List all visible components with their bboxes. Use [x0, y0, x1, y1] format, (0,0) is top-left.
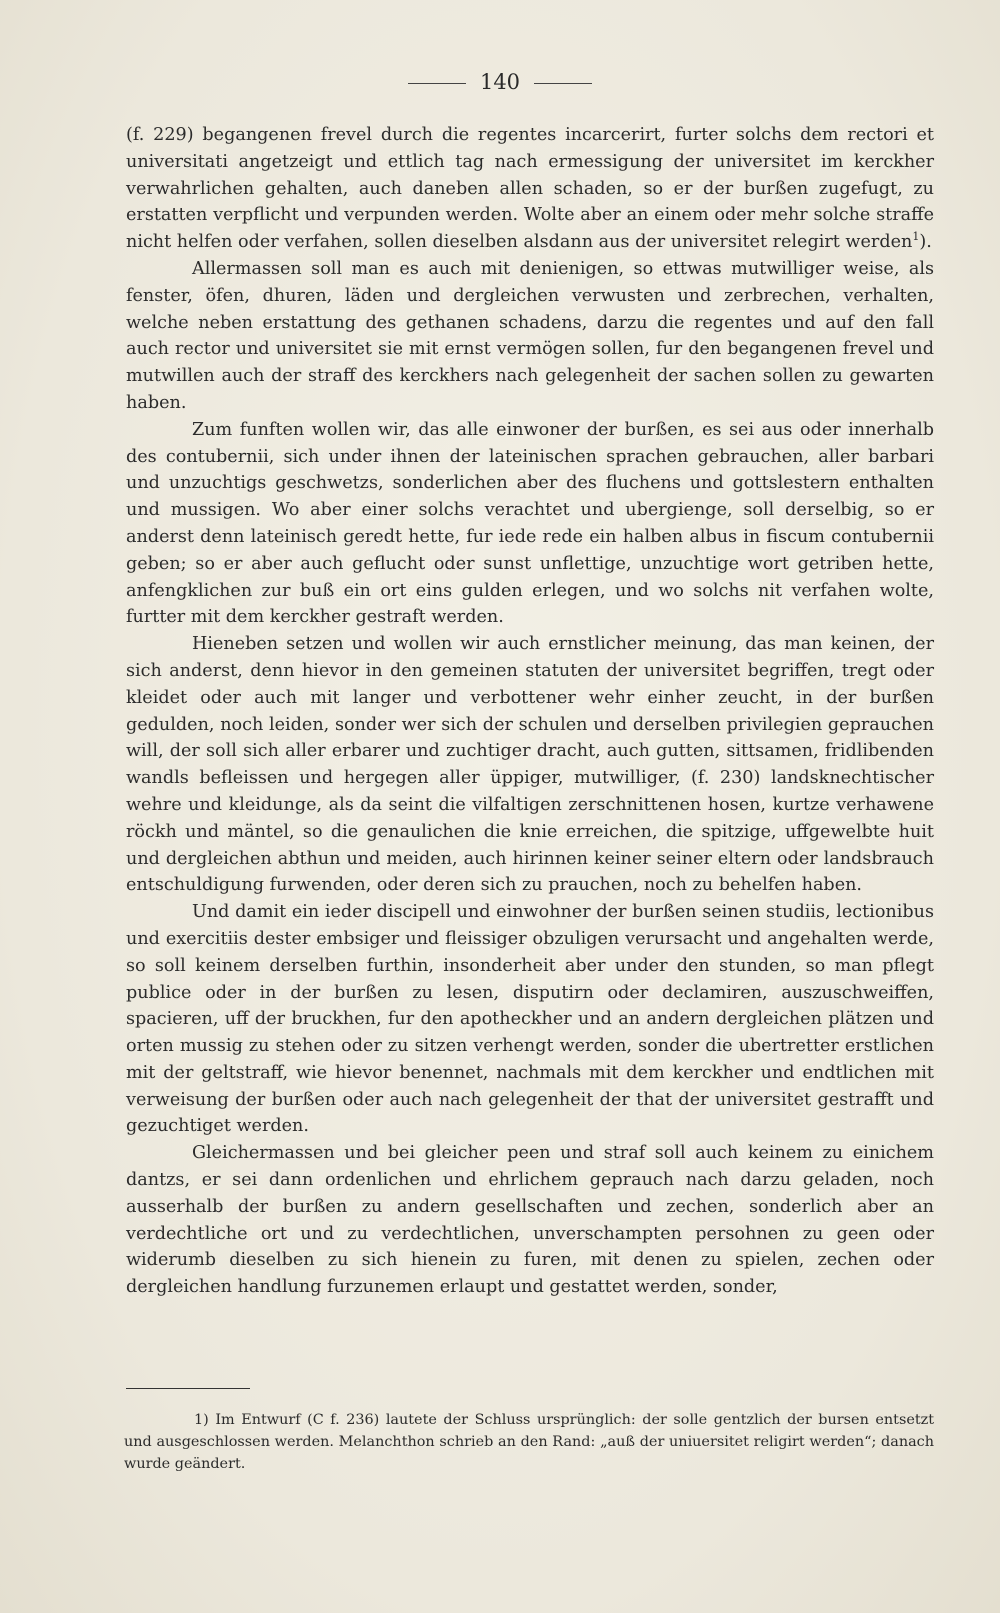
footnote-reference: 1 [912, 230, 920, 244]
footnote-divider [126, 1388, 250, 1389]
paragraph-3: Zum funften wollen wir, das alle einwoner der burßen, es sei aus oder innerhalb des contubernii, sich under ihnen der lateinischen sprachen gebrauchen, aller barbari und unzuchtigs geschwetzs, sonderlichen aber des fluchens und gottslestern enthalten und mussigen. Wo aber einer solchs verachtet und ubergienge, soll derselbig, so er anderst denn lateinisch geredt hette, fur iede rede ein halben albus in fiscum contubernii geben; so er aber auch geflucht oder sunst unflettige, unzuchtige wort getriben hette, anfengklichen zur buß ein ort eins gulden erlegen, und wo solchs nit verfahen wolte, furtter mit dem kerckher gestraft werden. [126, 419, 934, 628]
paragraph-1 [126, 122, 934, 256]
header-rule-right [534, 83, 592, 84]
paragraph-5: Und damit ein ieder discipell und einwohner der burßen seinen studiis, lectionibus und exercitiis dester embsiger und fleissiger obzuligen verursacht und angehalten werde, so soll keinem derselben furthin, insonderheit aber under den stunden, so man pflegt publice oder in der burßen zu lesen, disputirn oder declamiren, auszuschweiffen, spacieren, uff der bruckhen, fur den apotheckher und an andern dergleichen plätzen und orten mussig zu stehen oder zu sitzen verhengt werden, sonder die ubertretter erstlichen mit der geltstraff, wie hievor benennet, nachmals mit dem kerckher und endtlichen mit verweisung der burßen oder auch nach gelegenheit der that der universitet gestrafft und gezuchtiget werden. [126, 902, 934, 1137]
paragraph-2: Allermassen soll man es auch mit denienigen, so ettwas mutwilliger weise, als fenster, öfen, dhuren, läden und dergleichen verwusten und zerbrechen, verhalten, welche neben erstattung des gethanen schadens, darzu die regentes und auf den fall auch rector und universitet sie mit ernst vermögen sollen, fur den begangenen frevel und mutwillen auch der straff des kerckhers nach gelegenheit der sachen sollen zu gewarten haben. [126, 258, 934, 413]
page-header [0, 70, 1000, 94]
page-number: 140 [479, 70, 521, 94]
footnote: 1) Im Entwurf (C f. 236) lautete der Schluss ursprünglich: der solle gentzlich der bursen entsetzt und ausgeschlossen werden. Melanchthon schrieb an den Rand: „auß der uniuersitet religirt werden“; danach wurde geändert. [124, 1412, 934, 1472]
main-text [126, 122, 934, 1301]
paragraph-6: Gleichermassen und bei gleicher peen und straf soll auch keinem zu einichem dantzs, er sei dann ordenlichen und ehrlichem geprauch nach darzu geladen, noch ausserhalb der burßen zu andern gesellschaften und zechen, sonderlich aber an verdechtliche ort und zu verdechtlichen, unverschampten persohnen zu geen oder widerumb dieselben zu sich hienein zu furen, mit denen zu spielen, zechen oder dergleichen handlung furzunemen erlaupt und gestattet werden, sonder, [126, 1143, 934, 1298]
paragraph-1-text: (f. 229) begangenen frevel durch die regentes incarcerirt, furter solchs dem rectori et universitati angetzeigt und ettlich tag nach ermessigung der universitet im kerckher verwahrlichen gehalten, auch daneben allen schaden, so er der burßen zugefugt, zu erstatten verpflicht und verpunden werden. Wolte aber an einem oder mehr solche straffe nicht helfen oder verfahen, sollen dieselben alsdann aus der universitet relegirt werden [126, 125, 934, 253]
paragraph-4: Hieneben setzen und wollen wir auch ernstlicher meinung, das man keinen, der sich anderst, denn hievor in den gemeinen statuten der universitet begriffen, tregt oder kleidet oder auch mit langer und verbottener wehr einher zeucht, in der burßen gedulden, noch leiden, sonder wer sich der schulen und derselben privilegien geprauchen will, der soll sich aller erbarer und zuchtiger dracht, auch gutten, sittsamen, fridlibenden wandls befleissen und hergegen aller üppiger, mutwilliger, (f. 230) landsknechtischer wehre und kleidunge, als da seint die vilfaltigen zerschnittenen hosen, kurtze verhawene röckh und mäntel, so die genaulichen die knie erreichen, die spitzige, uffgewelbte huit und dergleichen abthun und meiden, auch hirinnen keiner seiner eltern oder landsbrauch entschuldigung furwenden, oder deren sich zu prauchen, noch zu behelfen haben. [126, 634, 934, 896]
footnote-reference-close: ). [919, 232, 932, 253]
header-rule-left [408, 83, 466, 84]
